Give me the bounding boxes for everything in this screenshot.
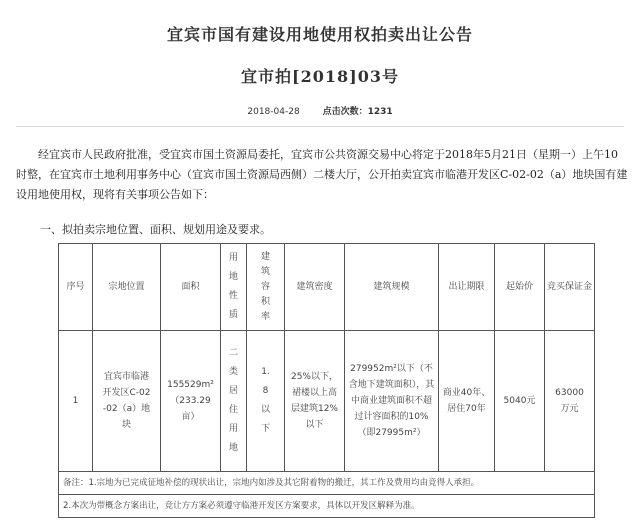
cell-deposit <box>545 331 595 472</box>
header-term: 出让期限 <box>439 244 495 331</box>
header-scale: 建筑规模 <box>345 244 439 331</box>
cell-far-text: 1.8以下 <box>260 367 270 434</box>
land-parcel-table <box>58 243 595 518</box>
document-number: 宜市拍[2018]03号 <box>241 67 399 86</box>
cell-scale-text: 279952m²以下（不含地下建筑面积），其中商业建筑面积不超过计容面积的10%（即27995m²） <box>348 364 435 438</box>
cell-area <box>161 331 221 472</box>
note-row-2 <box>59 495 595 518</box>
header-use-text: 用地性质 <box>228 253 238 320</box>
section-heading: 一、拟拍卖宗地位置、面积、规划用途及要求。 <box>40 223 271 236</box>
cell-term-text: 商业40年、居住70年 <box>442 388 491 414</box>
cell-use-text: 二类居住用地 <box>228 348 238 453</box>
cell-location <box>93 331 161 472</box>
cell-no: 1 <box>59 331 93 472</box>
notice-title: 宜宾市国有建设用地使用权拍卖出让公告 <box>166 25 473 44</box>
note-row-1 <box>59 472 595 495</box>
header-no: 序号 <box>59 244 93 331</box>
note-2: 2.本次为带概念方案出让，竞让方方案必须遵守临港开发区方案要求，具体以开发区解释为准。 <box>59 495 595 518</box>
header-area: 面积 <box>161 244 221 331</box>
cell-density <box>285 331 345 472</box>
cell-location-text: 宜宾市临港开发区C-02-02（a）地块 <box>102 372 151 430</box>
header-start-price: 起始价 <box>495 244 545 331</box>
hit-counter: 点击次数：1231 <box>322 107 393 117</box>
header-far-text: 建筑容积率 <box>260 251 270 322</box>
header-density: 建筑密度 <box>285 244 345 331</box>
cell-area-text: 155529m²（233.29亩） <box>167 380 214 422</box>
publish-date: 2018-04-28 <box>247 107 300 117</box>
header-deposit: 竞买保证金 <box>545 244 595 331</box>
header-far <box>247 244 285 331</box>
table-row <box>59 331 595 472</box>
note-1: 备注：1.宗地为已完成征地补偿的现状出让，宗地内如涉及其它附着物的搬迁，其工作及费用均由竞得人承担。 <box>59 472 595 495</box>
header-use <box>221 244 247 331</box>
table-header-row <box>59 244 595 331</box>
cell-start-price: 5040元 <box>495 331 545 472</box>
cell-density-text: 25%以下，裙楼以上高层建筑12%以下 <box>290 372 338 430</box>
intro-paragraph: 经宜宾市人民政府批准，受宜宾市国土资源局委托，宜宾市公共资源交易中心将定于2018年5月21日（星期一）上午10时整，在宜宾市土地利用事务中心（宜宾市国土资源局西侧）二楼大厅，公开拍卖宜宾市临港开发区C-02-02（a）地块国有建设用地使用权，现将有关事项公告如下： <box>16 148 628 201</box>
divider <box>16 126 624 127</box>
cell-use <box>221 331 247 472</box>
header-location: 宗地位置 <box>93 244 161 331</box>
cell-deposit-text: 63000万元 <box>555 388 584 414</box>
cell-term <box>439 331 495 472</box>
cell-scale <box>345 331 439 472</box>
meta-line <box>0 104 640 117</box>
cell-far <box>247 331 285 472</box>
